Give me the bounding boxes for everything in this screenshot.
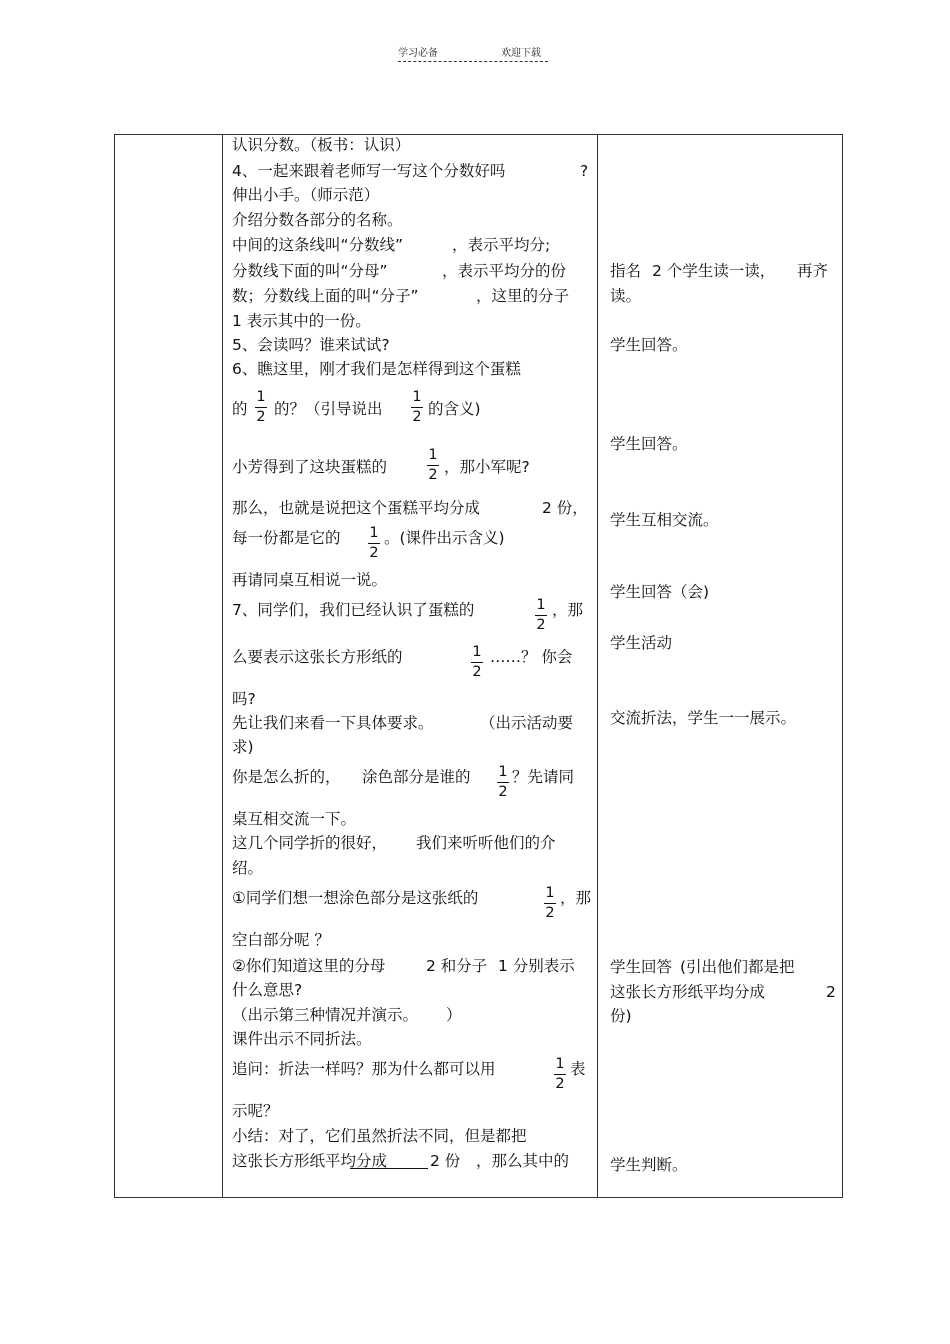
text-line: ，表示平均分的份 — [442, 262, 567, 280]
text-line: 认识分数。（板书：认识） — [232, 136, 411, 154]
text-line: 课件出示不同折法。 — [232, 1030, 372, 1048]
text-line: 示呢？ — [232, 1102, 279, 1120]
text-line: 学生回答（会) — [610, 583, 710, 601]
blank-underline — [350, 1168, 428, 1169]
text-line: 空白部分呢 ？ — [232, 931, 330, 949]
text-line: ，那小军呢? — [444, 458, 530, 476]
text-line: 再齐 — [797, 262, 829, 280]
text-line: 1 表示其中的一份。 — [232, 312, 371, 330]
text-line: 2 份 — [430, 1152, 461, 1170]
text-line: 。(课件出示含义) — [384, 529, 505, 547]
fraction-one-half: 1 2 — [545, 885, 555, 921]
text-line: 1 分别表示 — [498, 957, 575, 975]
text-line: ？先请同 — [512, 768, 575, 786]
text-line: 2 个学生读一读， — [652, 262, 776, 280]
text-line: 涂色部分是谁的 — [362, 768, 471, 786]
header-right-text: 欢迎下载 — [501, 48, 541, 59]
text-line: 学生回答。 — [610, 336, 688, 354]
text-line: 中间的这条线叫“分数线” — [232, 236, 404, 254]
column-divider-right — [597, 135, 598, 1197]
text-line: 再请同桌互相说一说。 — [232, 571, 388, 589]
fraction-one-half: 1 2 — [536, 597, 546, 633]
fraction-one-half: 1 2 — [555, 1056, 565, 1092]
text-line: 学生回答 — [610, 958, 673, 976]
fraction-one-half: 1 2 — [412, 389, 422, 425]
fraction-one-half: 1 2 — [472, 644, 482, 680]
text-line: 伸出小手。（师示范） — [232, 186, 380, 204]
column-divider-left — [222, 135, 223, 1197]
fraction-one-half: 1 2 — [428, 447, 438, 483]
text-line: (引出他们都是把 — [680, 958, 795, 976]
text-line: 学生回答。 — [610, 435, 688, 453]
text-line: ） — [446, 1006, 462, 1024]
text-line: 4、一起来跟着老师写一写这个分数好吗 — [232, 162, 506, 180]
text-line: 的 — [232, 400, 248, 418]
fraction-one-half: 1 2 — [369, 525, 379, 561]
text-line: （出示第三种情况并演示。 — [232, 1006, 419, 1024]
header-rule — [398, 61, 548, 62]
text-line: 的含义) — [428, 400, 481, 418]
text-line: 份) — [610, 1007, 632, 1025]
text-line: 你是怎么折的， — [232, 768, 341, 786]
fraction-one-half: 1 2 — [256, 389, 266, 425]
text-line: 我们来听听他们的介 — [416, 834, 556, 852]
text-line: 6、瞧这里，刚才我们是怎样得到这个蛋糕 — [232, 360, 521, 378]
text-line: 2 — [826, 983, 836, 1001]
text-line: ，这里的分子 — [476, 287, 570, 305]
text-line: ，表示平均分; — [452, 236, 551, 254]
text-line: 那么，也就是说把这个蛋糕平均分成 — [232, 499, 481, 517]
text-line: 学生判断。 — [610, 1156, 688, 1174]
text-line: 小芳得到了这块蛋糕的 — [232, 458, 388, 476]
fraction-one-half: 1 2 — [498, 764, 508, 800]
text-line: 求) — [232, 738, 254, 756]
text-line: ②你们知道这里的分母 — [232, 957, 386, 975]
text-line: 指名 — [610, 262, 642, 280]
text-line: 这几个同学折的很好， — [232, 834, 388, 852]
text-line: ，那 — [560, 889, 592, 907]
text-line: 介绍分数各部分的名称。 — [232, 211, 403, 229]
text-line: 2 和分子 — [426, 957, 488, 975]
text-line: ? — [580, 162, 589, 180]
text-line: 这张长方形纸平均分成 — [610, 983, 766, 1001]
text-line: ①同学们想一想涂色部分是这张纸的 — [232, 889, 479, 907]
text-line: （出示活动要 — [480, 714, 574, 732]
text-line: 7、同学们，我们已经认识了蛋糕的 — [232, 601, 475, 619]
text-line: 追问：折法一样吗？那为什么都可以用 — [232, 1060, 496, 1078]
text-line: 读。 — [610, 287, 642, 305]
text-line: 学生互相交流。 — [610, 511, 719, 529]
text-line: 绍。 — [232, 859, 264, 877]
text-line: 数；分数线上面的叫“分子” — [232, 287, 419, 305]
text-line: ，那么其中的 — [476, 1152, 570, 1170]
text-line: 2 份， — [542, 499, 588, 517]
text-line: 吗? — [232, 690, 256, 708]
text-line: 表 — [570, 1060, 586, 1078]
text-line: 桌互相交流一下。 — [232, 810, 357, 828]
text-line: 小结：对了，它们虽然折法不同，但是都把 — [232, 1127, 527, 1145]
text-line: ，那 — [552, 601, 584, 619]
text-line: 学生活动 — [610, 634, 673, 652]
text-line: 么要表示这张长方形纸的 — [232, 648, 403, 666]
text-line: 分数线下面的叫“分母” — [232, 262, 388, 280]
text-line: 交流折法，学生一一展示。 — [610, 709, 797, 727]
text-line: 先让我们来看一下具体要求。 — [232, 714, 434, 732]
text-line: 每一份都是它的 — [232, 529, 341, 547]
text-line: 的？（引导说出 — [274, 400, 383, 418]
header-left-text: 学习必备 — [398, 48, 438, 59]
text-line: ……？ 你会 — [490, 648, 573, 666]
text-line: 什么意思? — [232, 981, 303, 999]
text-line: 5、会读吗？谁来试试? — [232, 336, 390, 354]
text-line: 这张长方形纸平均分成 — [232, 1152, 388, 1170]
